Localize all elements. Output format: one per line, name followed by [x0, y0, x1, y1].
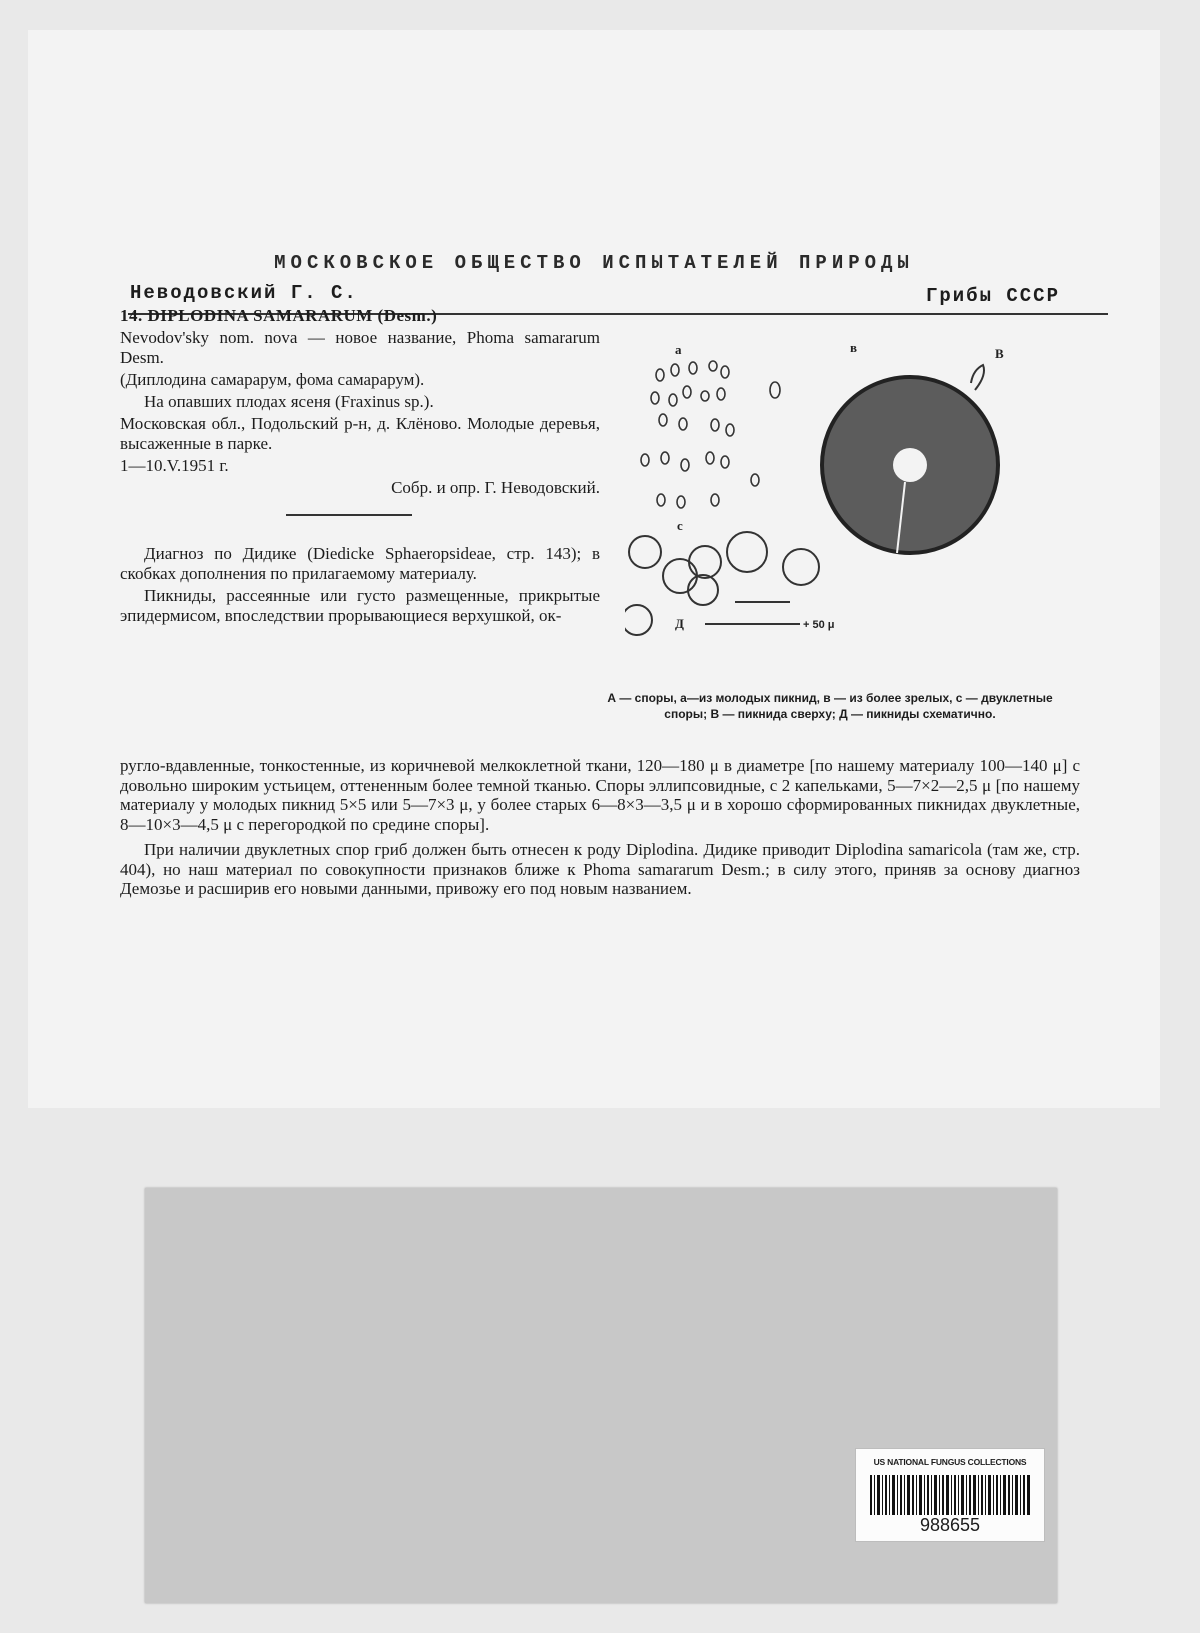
- taxonomic-remark: При наличии двуклетных спор гриб должен быть отнесен к роду Diplodina. Дидике приводит Diplodina samaricola (там же, стр. 404), но наш материал по совокупности признаков ближе к Phoma samararum Desm.; в силу этого, приняв за основу диагноз Демозье и расширив его новыми данными, привожу его под новым названием.: [120, 840, 1080, 898]
- figure-letter: a: [675, 342, 682, 357]
- locality-text: Московская обл., Подольский р-н, д. Клёново. Молодые деревья, высаженные в парке.: [120, 414, 600, 453]
- collection-name: US NATIONAL FUNGUS COLLECTIONS: [873, 1457, 1027, 1467]
- barcode-number: 988655: [919, 1515, 981, 1535]
- series-title: Грибы СССР: [925, 285, 1060, 307]
- figure-caption: А — споры, а—из молодых пикнид, в — из более зрелых, с — двуклетные споры; В — пикнида сверху; Д — пикниды схематично.: [607, 691, 1053, 721]
- diagnosis-intro: Диагноз по Дидике (Diedicke Sphaeropsideae, стр. 143); в скобках дополнения по прилагаемому материалу.: [120, 544, 600, 583]
- barcode-label: [855, 1448, 1045, 1542]
- figure-letter: В: [995, 346, 1004, 361]
- entry-column: [120, 306, 600, 628]
- scale-bar-label: + 50 μ: [803, 619, 835, 631]
- collector-text: Собр. и опр. Г. Неводовский.: [391, 478, 600, 497]
- diagnosis-continued: ругло-вдавленные, тонкостенные, из коричневой мелкоклетной ткани, 120—180 μ в диаметре [по нашему материалу 100—140 μ] с довольно широким устьицем, оттененным более темной тканью. Споры эллипсовидные, с 2 капельками, 5—7×2—2,5 μ [по нашему материалу у молодых пикнид 5×5 или 5—7×3 μ, у более старых 6—8×3—3,5 μ и в хорошо сформированных пикнидах двуклетные, 8—10×3—4,5 μ с перегородкой по средине споры].: [120, 756, 1080, 834]
- species-name: 14. DIPLODINA SAMARARUM (Desm.): [120, 306, 438, 325]
- barcode-icon: [870, 1475, 1030, 1515]
- spore-cluster: [641, 361, 780, 508]
- figure-letter: с: [677, 518, 683, 533]
- pycnidium-ostiole: [893, 448, 927, 482]
- figure-letter: Д: [675, 616, 684, 631]
- collection-date: 1—10.V.1951 г.: [120, 456, 229, 475]
- diagnosis-start: Пикниды, рассеянные или густо размещенные, прикрытые эпидермисом, впоследствии прорывающиеся верхушкой, ок-: [120, 586, 600, 625]
- section-divider: [286, 514, 412, 516]
- pycnidia-spore-figure: [625, 330, 1065, 685]
- substrate-text: На опавших плодах ясеня (Fraxinus sp.).: [144, 392, 434, 411]
- nomenclature-note: Nevodov'sky nom. nova — новое название, Phoma samararum Desm.: [120, 328, 600, 367]
- author-name: Неводовский Г. С.: [130, 282, 358, 304]
- society-heading: МОСКОВСКОЕ ОБЩЕСТВО ИСПЫТАТЕЛЕЙ ПРИРОДЫ: [274, 252, 914, 274]
- diagnosis-text: [120, 756, 1080, 905]
- pycnidium-appendage: [971, 365, 984, 390]
- russian-names: (Диплодина самарарум, фома самарарум).: [120, 370, 425, 389]
- figure-letter: в: [850, 340, 858, 355]
- mature-spores: [625, 532, 819, 635]
